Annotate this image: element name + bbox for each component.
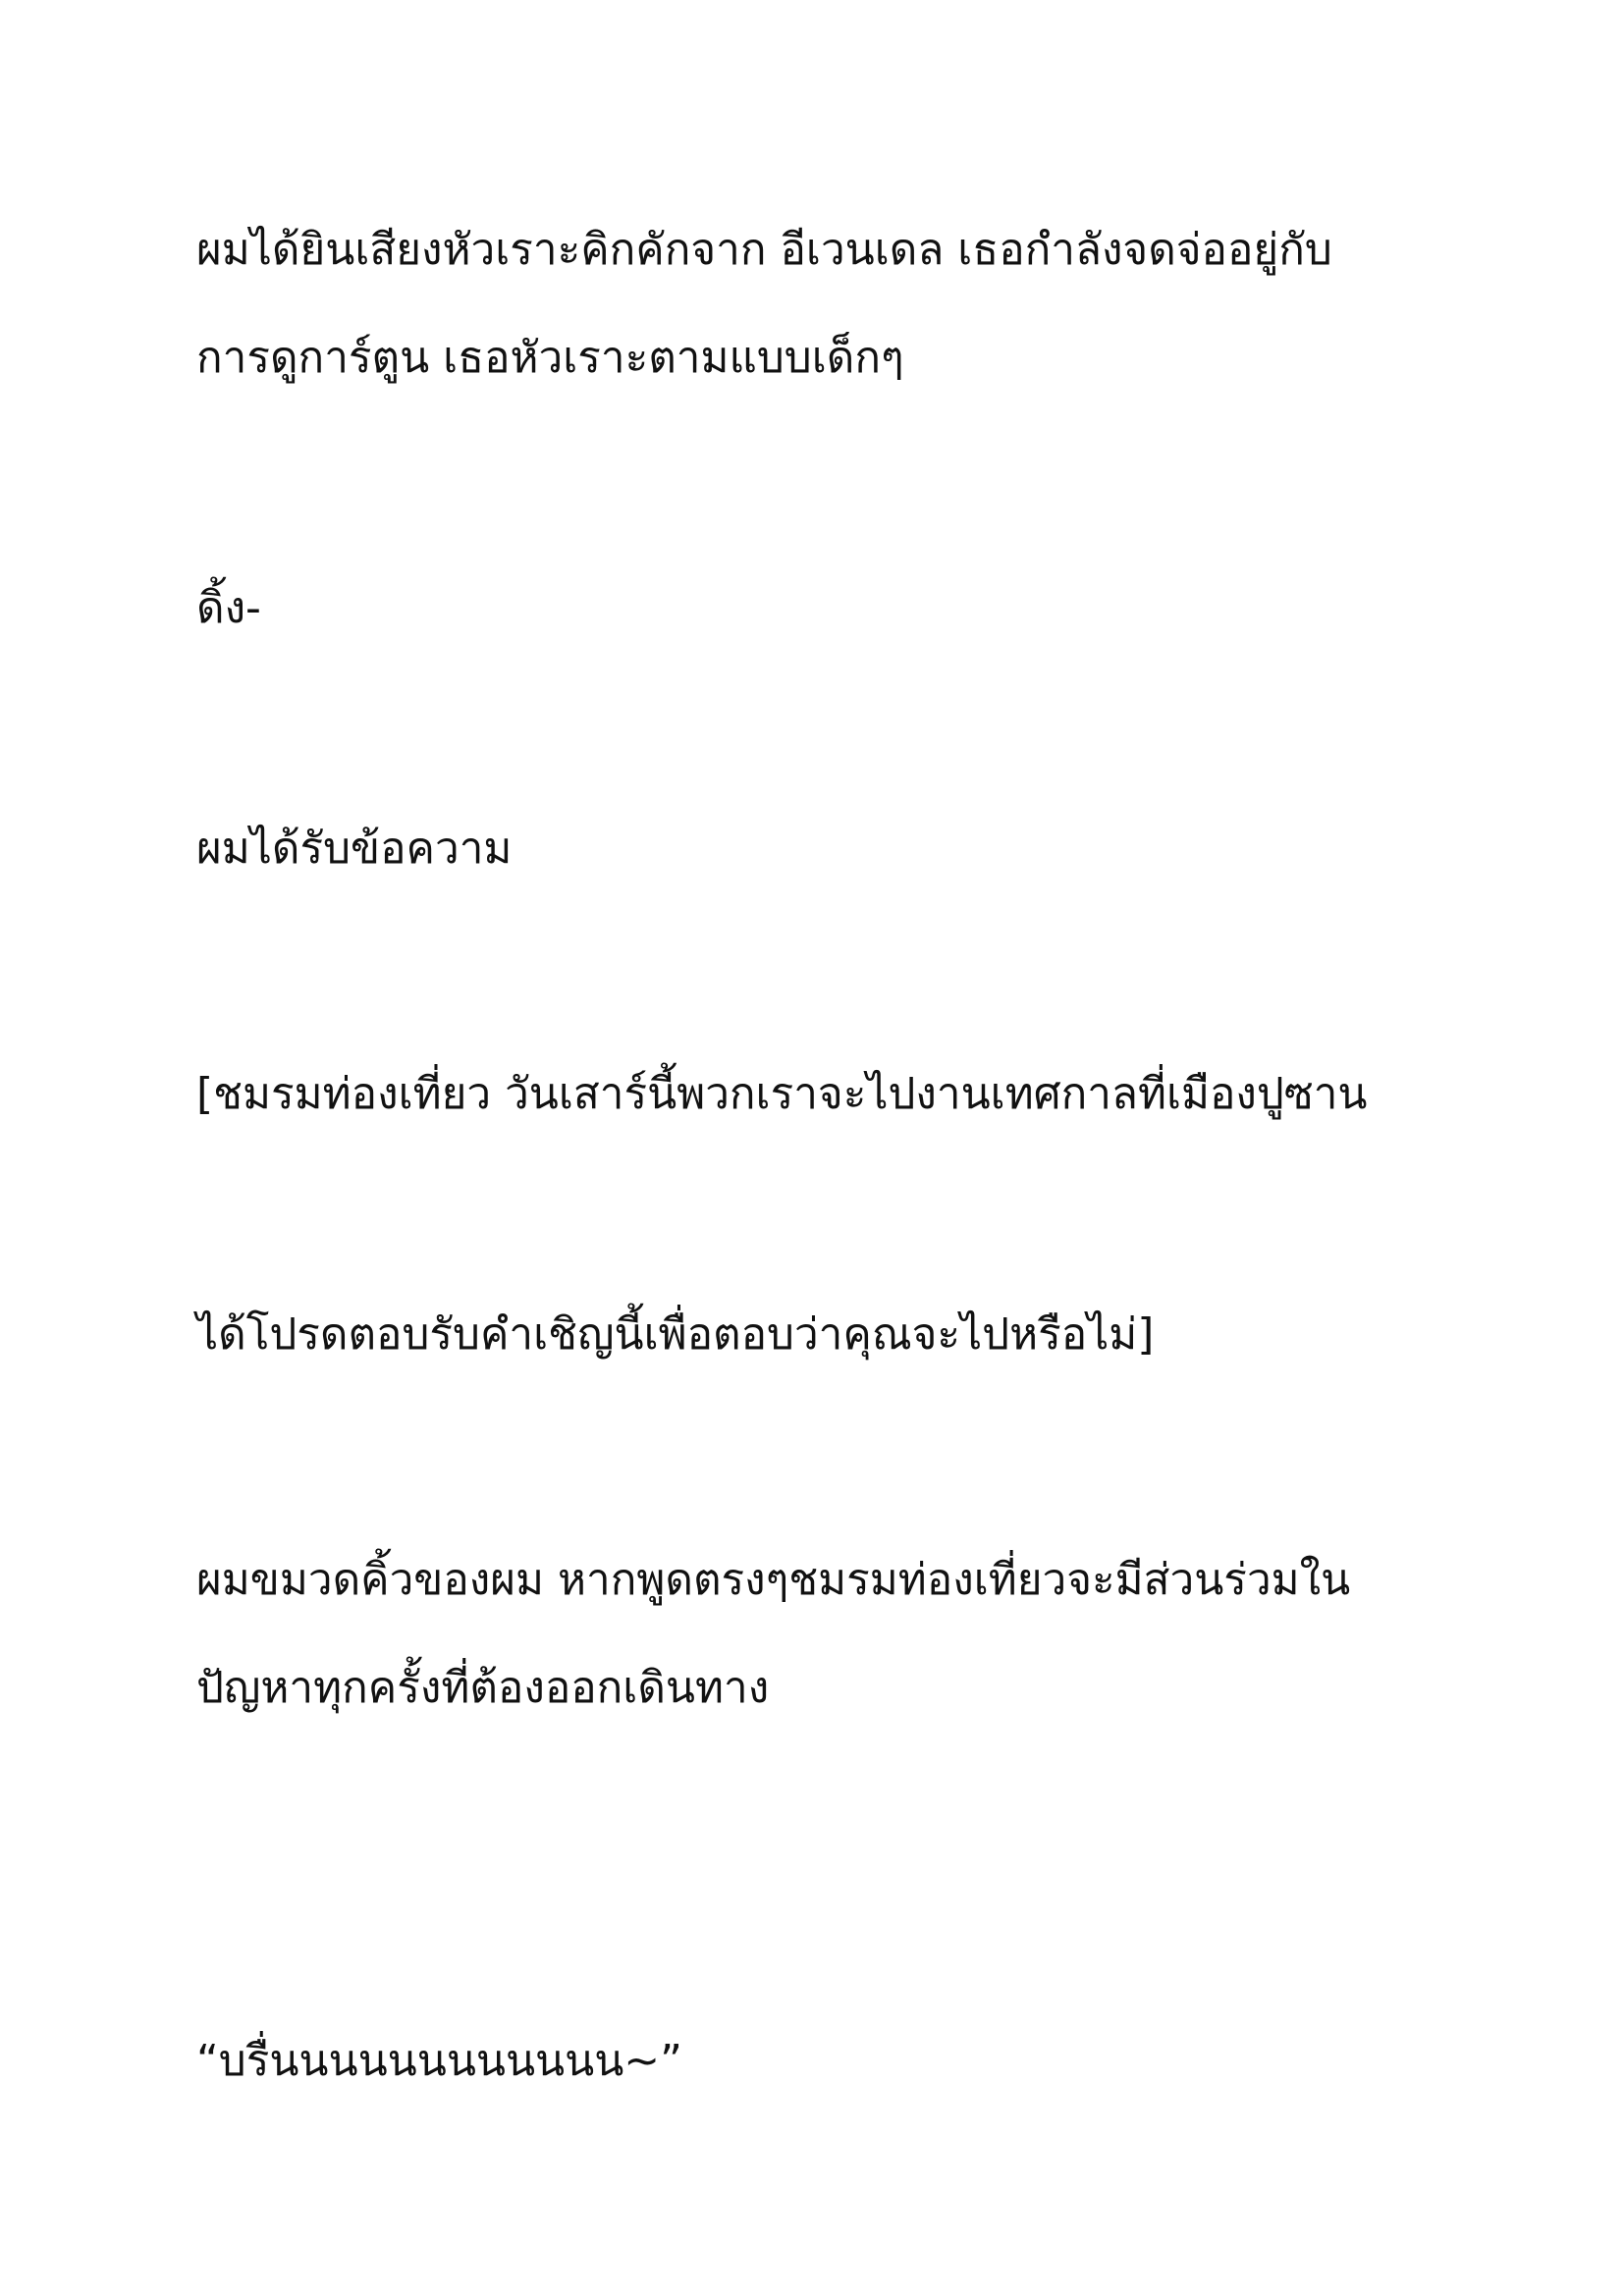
quoted-sound: “บรื่นนนนนนนนนนนน~” <box>196 2036 682 2086</box>
paragraph-6-line-1: ผมขมวดคิ้วของผม หากพูดตรงๆชมรมท่องเที่ยวจะมีส่วนร่วมใน <box>196 1555 1351 1605</box>
message-line-2: ได้โปรดตอบรับคำเชิญนี้เพื่อตอบว่าคุณจะไปหรือไม่] <box>196 1309 1155 1360</box>
paragraph-1-line-2: การดูการ์ตูน เธอหัวเราะตามแบบเด็กๆ <box>196 333 904 383</box>
message-line-1: [ชมรมท่องเที่ยว วันเสาร์นี้พวกเราจะไปงานเทศกาลที่เมืองปูซาน <box>196 1069 1368 1119</box>
paragraph-6-line-2: ปัญหาทุกครั้งที่ต้องออกเดินทาง <box>196 1663 770 1713</box>
paragraph-3: ผมได้รับข้อความ <box>196 824 513 874</box>
paragraph-2-sound-effect: ดิ้ง- <box>196 583 261 633</box>
paragraph-1-line-1: ผมได้ยินเสียงหัวเราะคิกคักจาก อีเวนเดล เธอกำลังจดจ่ออยู่กับ <box>196 225 1332 275</box>
